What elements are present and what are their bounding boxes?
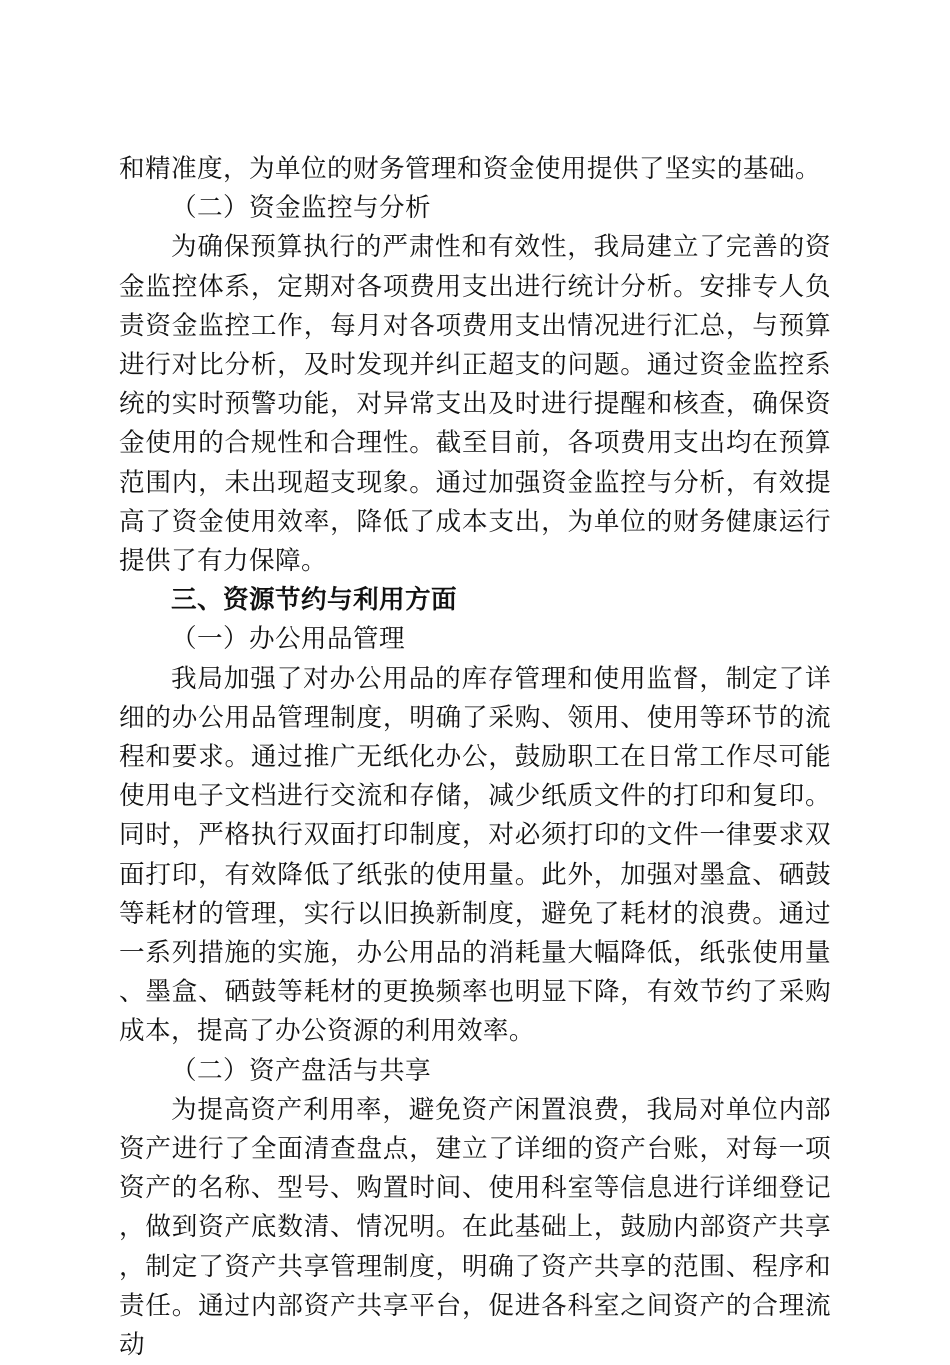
paragraph-continued: 和精准度，为单位的财务管理和资金使用提供了坚实的基础。	[119, 154, 821, 184]
subheading-asset-sharing: （二）资产盘活与共享	[171, 1055, 431, 1086]
subheading-fund-monitoring: （二）资金监控与分析	[171, 193, 431, 224]
section-heading-resource-saving: 三、资源节约与利用方面	[171, 585, 457, 616]
paragraph-asset-sharing: 为提高资产利用率，避免资产闲置浪费，我局对单位内部资产进行了全面清查盘点，建立了详细的资产台账，对每一项资产的名称、型号、购置时间、使用科室等信息进行详细登记，做到资产底数清、情况明。在此基础上，鼓励内部资产共享，制定了资产共享管理制度，明确了资产共享的范围、程序和责任。通过内部资产共享平台，促进各科室之间资产的合理流动	[119, 1094, 831, 1361]
paragraph-office-supplies: 我局加强了对办公用品的库存管理和使用监督，制定了详细的办公用品管理制度，明确了采购、领用、使用等环节的流程和要求。通过推广无纸化办公，鼓励职工在日常工作尽可能使用电子文档进行交流和存储，减少纸质文件的打印和复印。同时，严格执行双面打印制度，对必须打印的文件一律要求双面打印，有效降低了纸张的使用量。此外，加强对墨盒、硒鼓等耗材的管理，实行以旧换新制度，避免了耗材的浪费。通过一系列措施的实施，办公用品的消耗量大幅降低，纸张使用量、墨盒、硒鼓等耗材的更换频率也明显下降，有效节约了采购成本，提高了办公资源的利用效率。	[119, 663, 831, 1047]
subheading-office-supplies: （一）办公用品管理	[171, 624, 405, 655]
document-body	[119, 150, 831, 1365]
paragraph-fund-monitoring: 为确保预算执行的严肃性和有效性，我局建立了完善的资金监控体系，定期对各项费用支出进行统计分析。安排专人负责资金监控工作，每月对各项费用支出情况进行汇总，与预算进行对比分析，及时发现并纠正超支的问题。通过资金监控系统的实时预警功能，对异常支出及时进行提醒和核查，确保资金使用的合规性和合理性。截至目前，各项费用支出均在预算范围内，未出现超支现象。通过加强资金监控与分析，有效提高了资金使用效率，降低了成本支出，为单位的财务健康运行提供了有力保障。	[119, 232, 831, 577]
